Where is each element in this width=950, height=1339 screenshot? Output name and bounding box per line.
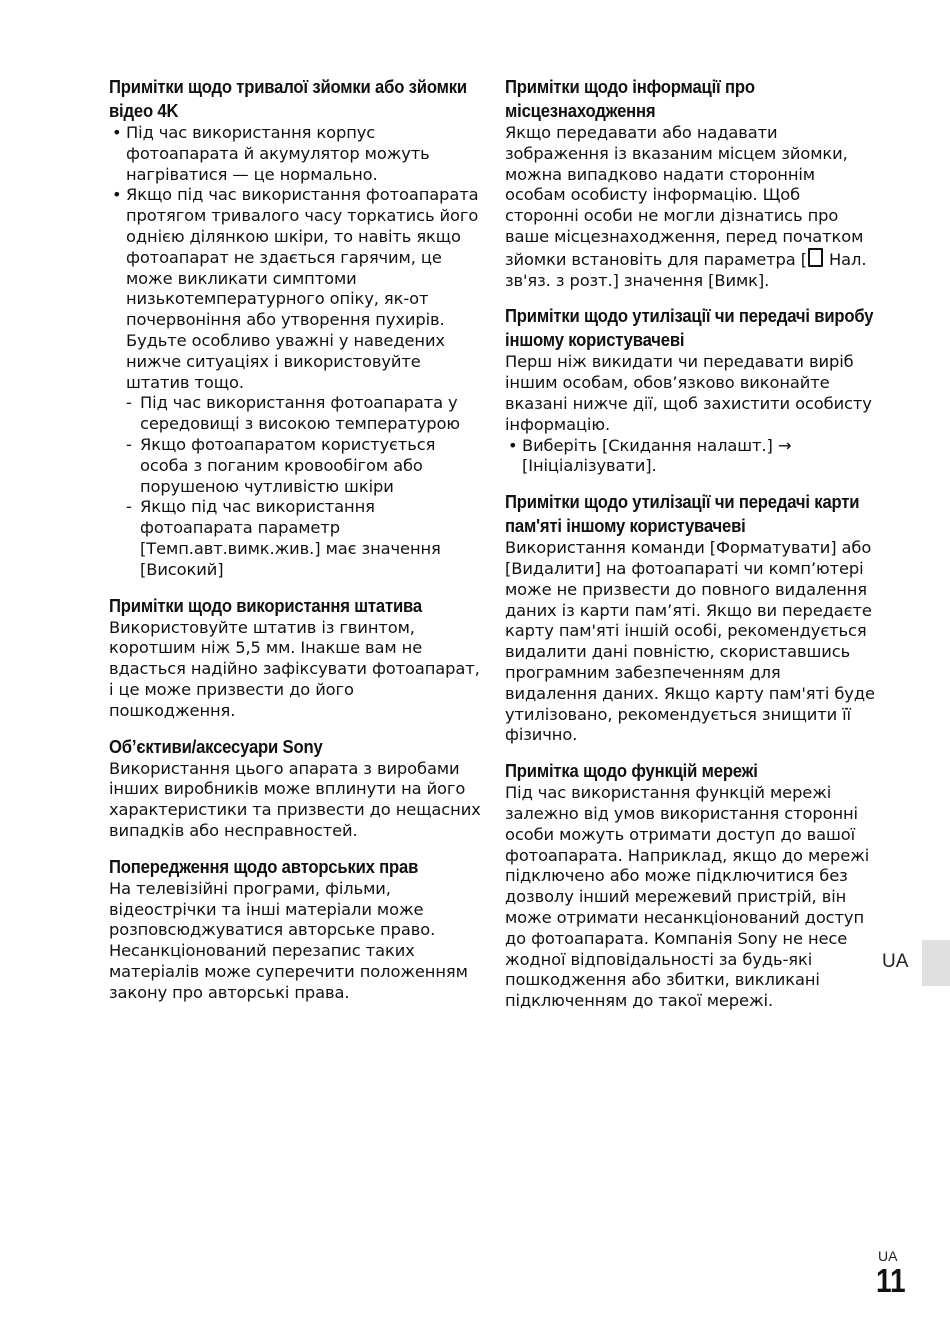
- section-body: Використання цього апарата з виробами інших виробників може вплинути на його характеристики та призвести до нещасних випадків або несправностей.: [109, 758, 481, 840]
- list-item: • Під час використання корпус фотоапарата й акумулятор можуть нагріватися — це нормально.: [109, 123, 481, 185]
- section-body: [505, 123, 875, 291]
- list-item: • Виберіть [Скидання налашт.] → [Ініціалізувати].: [505, 436, 875, 478]
- section-body: Використання команди [Форматувати] або [Видалити] на фотоапараті чи комп’ютері може не призвести до повного видалення даних із карти пам’яті. Якщо ви передаєте карту пам'яті іншій особі, рекомендується видалити дані повністю, скориставшись програмним забезпеченням для видалення даних. Якщо карту пам'яті буде утилізовано, рекомендується знищити її фізично.: [505, 538, 875, 745]
- section-body: Перш ніж викидати чи передавати виріб іншим особам, обов’язково виконайте вказані нижче дії, щоб захистити особисту інформацію.: [505, 352, 872, 434]
- dash-item: - Якщо під час використання фотоапарата параметр [Темп.авт.вимк.жив.] має значення [Високий]: [126, 497, 481, 580]
- body-text: Нал. зв'яз. з розт.] значення [Вимк].: [505, 249, 867, 290]
- language-tab-marker: [922, 940, 950, 986]
- smartphone-icon: [808, 248, 823, 267]
- section-copyright: [109, 855, 481, 1004]
- section-title: Примітка щодо функцій мережі: [505, 760, 758, 782]
- section-long-shooting: [109, 75, 481, 581]
- section-body: Використовуйте штатив із гвинтом, коротшим ніж 5,5 мм. Інакше вам не вдасться надійно зафіксувати фотоапарат, і це може призвести до його пошкодження.: [109, 617, 480, 720]
- section-network-functions: [505, 759, 875, 1012]
- section-body: Під час використання функцій мережі залежно від умов використання сторонні особи можуть отримати доступ до вашої фотоапарата. Наприклад, якщо до мережі підключено або може підключитися без дозволу інший мережевий пристрій, він може отримати несанкціонований доступ до фотоапарата. Компанія Sony не несе жодної відповідальності за будь-які пошкодження або збитки, викликані підключенням до такої мережі.: [505, 783, 870, 1011]
- dash-list: [126, 393, 481, 580]
- right-column: [505, 75, 875, 1025]
- bullet-list: [505, 436, 875, 478]
- body-text: Якщо передавати або надавати зображення із вказаним місцем зйомки, можна випадково надати стороннім особам особисту інформацію. Щоб сторонні особи не могли дізнатись про ваше місцезнаходження, перед початком зйомки встановіть для параметра [: [505, 123, 864, 269]
- section-body: На телевізійні програми, фільми, відеострічки та інші матеріали може розповсюджуватися авторське право. Несанкціонований перезапис таких матеріалів може суперечити положенням закону про авторські права.: [109, 878, 468, 1002]
- dash-item: - Якщо фотоапаратом користується особа з поганим кровообігом або порушеною чутливістю шкіри: [126, 435, 481, 497]
- section-sony-lenses: [109, 735, 481, 842]
- section-title: Попередження щодо авторських прав: [109, 855, 419, 877]
- section-title: Примітки щодо використання штатива: [109, 594, 422, 616]
- section-product-disposal: [505, 304, 875, 477]
- language-tab-label: UA: [882, 951, 909, 972]
- section-title: Примітки щодо інформації про місцезнаходження: [505, 76, 755, 121]
- section-location-info: [505, 75, 875, 291]
- dash-item: - Під час використання фотоапарата у середовищі з високою температурою: [126, 393, 481, 435]
- section-title: Примітки щодо тривалої зйомки або зйомки відео 4K: [109, 76, 467, 121]
- section-memory-card-disposal: [505, 490, 875, 746]
- left-column: [109, 75, 481, 1016]
- section-title: Примітки щодо утилізації чи передачі виробу іншому користувачеві: [505, 305, 874, 351]
- bullet-list: [109, 123, 481, 581]
- section-title: Об’єктиви/аксесуари Sony: [109, 735, 323, 757]
- page-number: 11: [876, 1262, 906, 1299]
- section-title: Примітки щодо утилізації чи передачі карти пам'яті іншому користувачеві: [505, 491, 860, 537]
- list-item-text: Якщо під час використання фотоапарата протягом тривалого часу торкатись його однією ділянкою шкіри, то навіть якщо фотоапарат не здається гарячим, це може викликати симптоми низькотемпературного опіку, як-от почервоніння або утворення пухирів. Будьте особливо уважні у наведених нижче ситуаціях і використовуйте штатив тощо.: [126, 185, 479, 392]
- footer-language: UA: [878, 1248, 898, 1264]
- section-tripod: [109, 594, 481, 722]
- list-item: [109, 185, 481, 580]
